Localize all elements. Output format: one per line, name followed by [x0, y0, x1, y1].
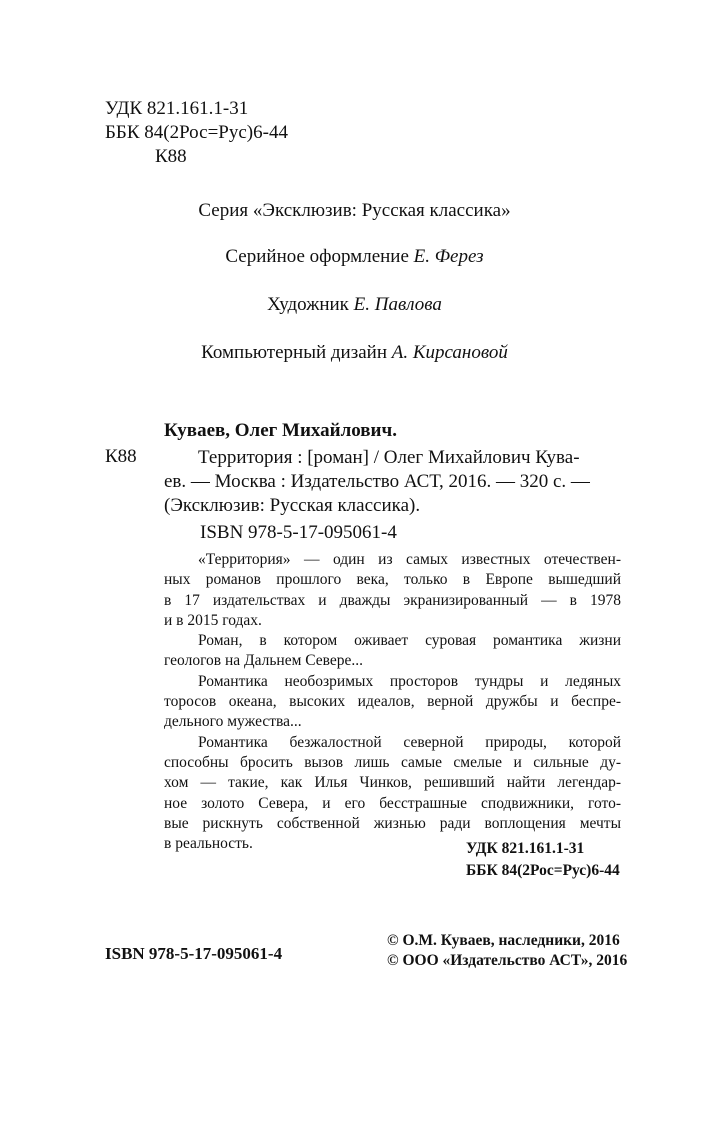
- annotation-line: дельного мужества...: [164, 713, 302, 731]
- annotation-line: торосов океана, высоких идеалов, верной дружбы и беспре-: [164, 693, 621, 711]
- bbk-code: ББК 84(2Рос=Рус)6-44: [105, 122, 288, 143]
- author-mark: К88: [155, 146, 187, 167]
- design-credit-name: Е. Ферез: [413, 246, 484, 267]
- computer-design-label: Компьютерный дизайн: [201, 342, 392, 363]
- copyright-block: [387, 931, 627, 971]
- bbk-code-bottom: ББК 84(2Рос=Рус)6-44: [466, 862, 620, 879]
- annotation-line: «Территория» — один из самых известных отечествен-: [198, 551, 621, 568]
- copyright-line: © О.М. Куваев, наследники, 2016: [387, 932, 620, 949]
- bib-line: (Эксклюзив: Русская классика).: [164, 495, 421, 516]
- computer-design-name: А. Кирсановой: [391, 342, 508, 363]
- bib-line: ев. — Москва : Издательство АСТ, 2016. — 320 с. —: [164, 471, 590, 492]
- annotation-line: Роман, в котором оживает суровая романтика жизни: [198, 632, 621, 650]
- bottom-classification-codes: [466, 838, 620, 882]
- bib-line: Территория : [роман] / Олег Михайлович Кува-: [198, 447, 580, 468]
- copyright-line: © ООО «Издательство АСТ», 2016: [387, 952, 628, 969]
- annotation-line: и в 2015 годах.: [164, 611, 262, 629]
- annotation-line: способны бросить вызов лишь самые смелые и сильные ду-: [164, 753, 621, 771]
- annotation: [164, 550, 621, 854]
- artist-credit-name: Е. Павлова: [353, 294, 442, 315]
- annotation-line: в 17 издательствах и дважды экранизированный — в 1978: [164, 591, 621, 609]
- annotation-line: в реальность.: [164, 835, 253, 853]
- udk-code: УДК 821.161.1-31: [105, 98, 249, 119]
- annotation-line: ное золото Севера, и его бесстрашные сподвижники, гото-: [164, 794, 621, 812]
- isbn-bottom: ISBN 978-5-17-095061-4: [105, 944, 283, 963]
- isbn-line: ISBN 978-5-17-095061-4: [200, 522, 397, 543]
- annotation-line: хом — такие, как Илья Чинков, решивший найти легендар-: [164, 774, 621, 792]
- annotation-line: геологов на Дальнем Севере...: [164, 652, 364, 670]
- author-mark-left: К88: [105, 446, 137, 467]
- artist-credit-label: Художник: [267, 294, 354, 315]
- annotation-line: Романтика безжалостной северной природы, которой: [198, 733, 621, 751]
- computer-design-credit: [0, 342, 709, 364]
- design-credit: [0, 246, 709, 268]
- bibliographic-description: [164, 446, 619, 518]
- annotation-line: ных романов прошлого века, только в Европе вышедший: [164, 571, 621, 589]
- author-heading: Куваев, Олег Михайлович.: [164, 420, 397, 441]
- annotation-line: вые рискнуть собственной жизнью ради воплощения мечты: [164, 814, 621, 832]
- udk-code-bottom: УДК 821.161.1-31: [466, 840, 585, 857]
- top-classification-codes: [105, 97, 288, 169]
- series-line: Серия «Эксклюзив: Русская классика»: [198, 200, 511, 221]
- annotation-line: Романтика необозримых просторов тундры и ледяных: [198, 672, 621, 690]
- artist-credit: [0, 294, 709, 316]
- design-credit-label: Серийное оформление: [225, 246, 414, 267]
